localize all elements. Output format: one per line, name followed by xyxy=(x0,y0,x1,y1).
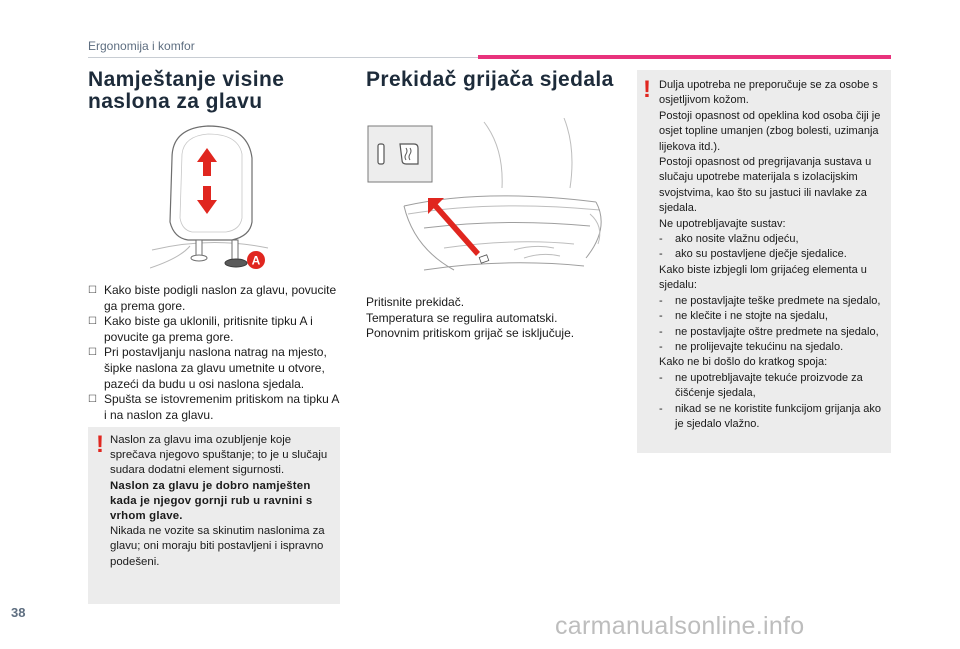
list-item: ☐ Kako biste podigli naslon za glavu, povucite ga prema gore. xyxy=(88,283,337,313)
headrest-instructions xyxy=(88,283,343,423)
seat-heater-figure xyxy=(364,118,616,278)
list-item: - ne upotrebljavajte tekuće proizvode za čišćenje sjedala, xyxy=(659,371,863,400)
headrest-warning-box xyxy=(88,427,340,604)
headrest-figure xyxy=(150,118,270,278)
seat-heater-instructions xyxy=(366,295,626,342)
figure-label-a: A xyxy=(251,253,261,268)
list-item: - ako nosite vlažnu odjeću, xyxy=(659,233,799,246)
list-item: - ne postavljajte teške predmete na sjedalo, xyxy=(659,294,881,307)
list-item: - ne klečite i ne stojte na sjedalu, xyxy=(659,310,828,323)
warning-text: Dulja upotreba ne preporučuje se za osobe s osjetljivom kožom. xyxy=(659,79,878,107)
list-item: - ako su postavljene dječje sjedalice. xyxy=(659,248,847,261)
checkbox-arrow-icon: ☐ xyxy=(88,394,97,406)
warning-text-bold: Naslon za glavu je dobro namješten kada je njegov gornji rub u ravnini s vrhom glave. xyxy=(110,479,313,523)
list-item: ☐ Kako biste ga uklonili, pritisnite tipku A i povucite ga prema gore. xyxy=(88,314,313,344)
list-item: - ne postavljajte oštre predmete na sjedalo, xyxy=(659,325,879,338)
exclamation-icon: ! xyxy=(643,76,651,103)
checkbox-arrow-icon: ☐ xyxy=(88,285,97,296)
header-divider xyxy=(88,57,478,58)
watermark: carmanualsonline.info xyxy=(555,612,805,640)
instruction-line: Temperatura se regulira automatski. xyxy=(366,310,558,325)
list-item: - ne prolijevajte tekućinu na sjedalo. xyxy=(659,340,844,353)
warning-text: Nikada ne vozite sa skinutim naslonima za glavu; oni moraju biti postavljeni i ispravno podešeni. xyxy=(110,525,325,568)
warning-text: Ne upotrebljavajte sustav: xyxy=(659,217,786,230)
seat-heater-title: Prekidač grijača sjedala xyxy=(366,68,614,91)
page-number: 38 xyxy=(11,605,26,620)
exclamation-icon: ! xyxy=(96,431,104,458)
headrest-title: Namještanje visine naslona za glavu xyxy=(88,68,285,113)
warning-text: Naslon za glavu ima ozubljenje koje sprečava njegovo spuštanje; to je u slučaju sudara dodatni element sigurnosti. xyxy=(110,434,328,477)
instruction-line: Ponovnim pritiskom grijač se isključuje. xyxy=(366,326,575,341)
list-item: ☐ Pri postavljanju naslona natrag na mjesto, šipke naslona za glavu umetnite u otvore, pazeći da budu u osi naslona sjedala. xyxy=(88,345,327,391)
seat-heater-warning-box xyxy=(637,70,891,453)
warning-text: Kako biste izbjegli lom grijaćeg elementa u sjedalu: xyxy=(659,263,867,292)
list-item: ☐ Spušta se istovremenim pritiskom na tipku A i na naslon za glavu. xyxy=(88,392,339,422)
header-accent-bar xyxy=(478,55,891,59)
list-item: - nikad se ne koristite funkcijom grijanja ako je sjedalo vlažno. xyxy=(659,402,882,430)
warning-text: Postoji opasnost od opeklina kod osoba čiji je osjet topline umanjen (zbog bolesti, uzimanja lijekova itd.). xyxy=(659,109,881,153)
warning-text: Kako ne bi došlo do kratkog spoja: xyxy=(659,356,828,369)
section-header: Ergonomija i komfor xyxy=(88,39,195,53)
warning-text: Postoji opasnost od pregrijavanja sustava u slučaju upotrebe materijala s izolacijskim svojstvima, kao što su jastuci ili navlake za sjedala. xyxy=(659,156,872,215)
checkbox-arrow-icon: ☐ xyxy=(88,347,97,359)
checkbox-arrow-icon: ☐ xyxy=(88,316,97,328)
instruction-line: Pritisnite prekidač. xyxy=(366,295,465,309)
